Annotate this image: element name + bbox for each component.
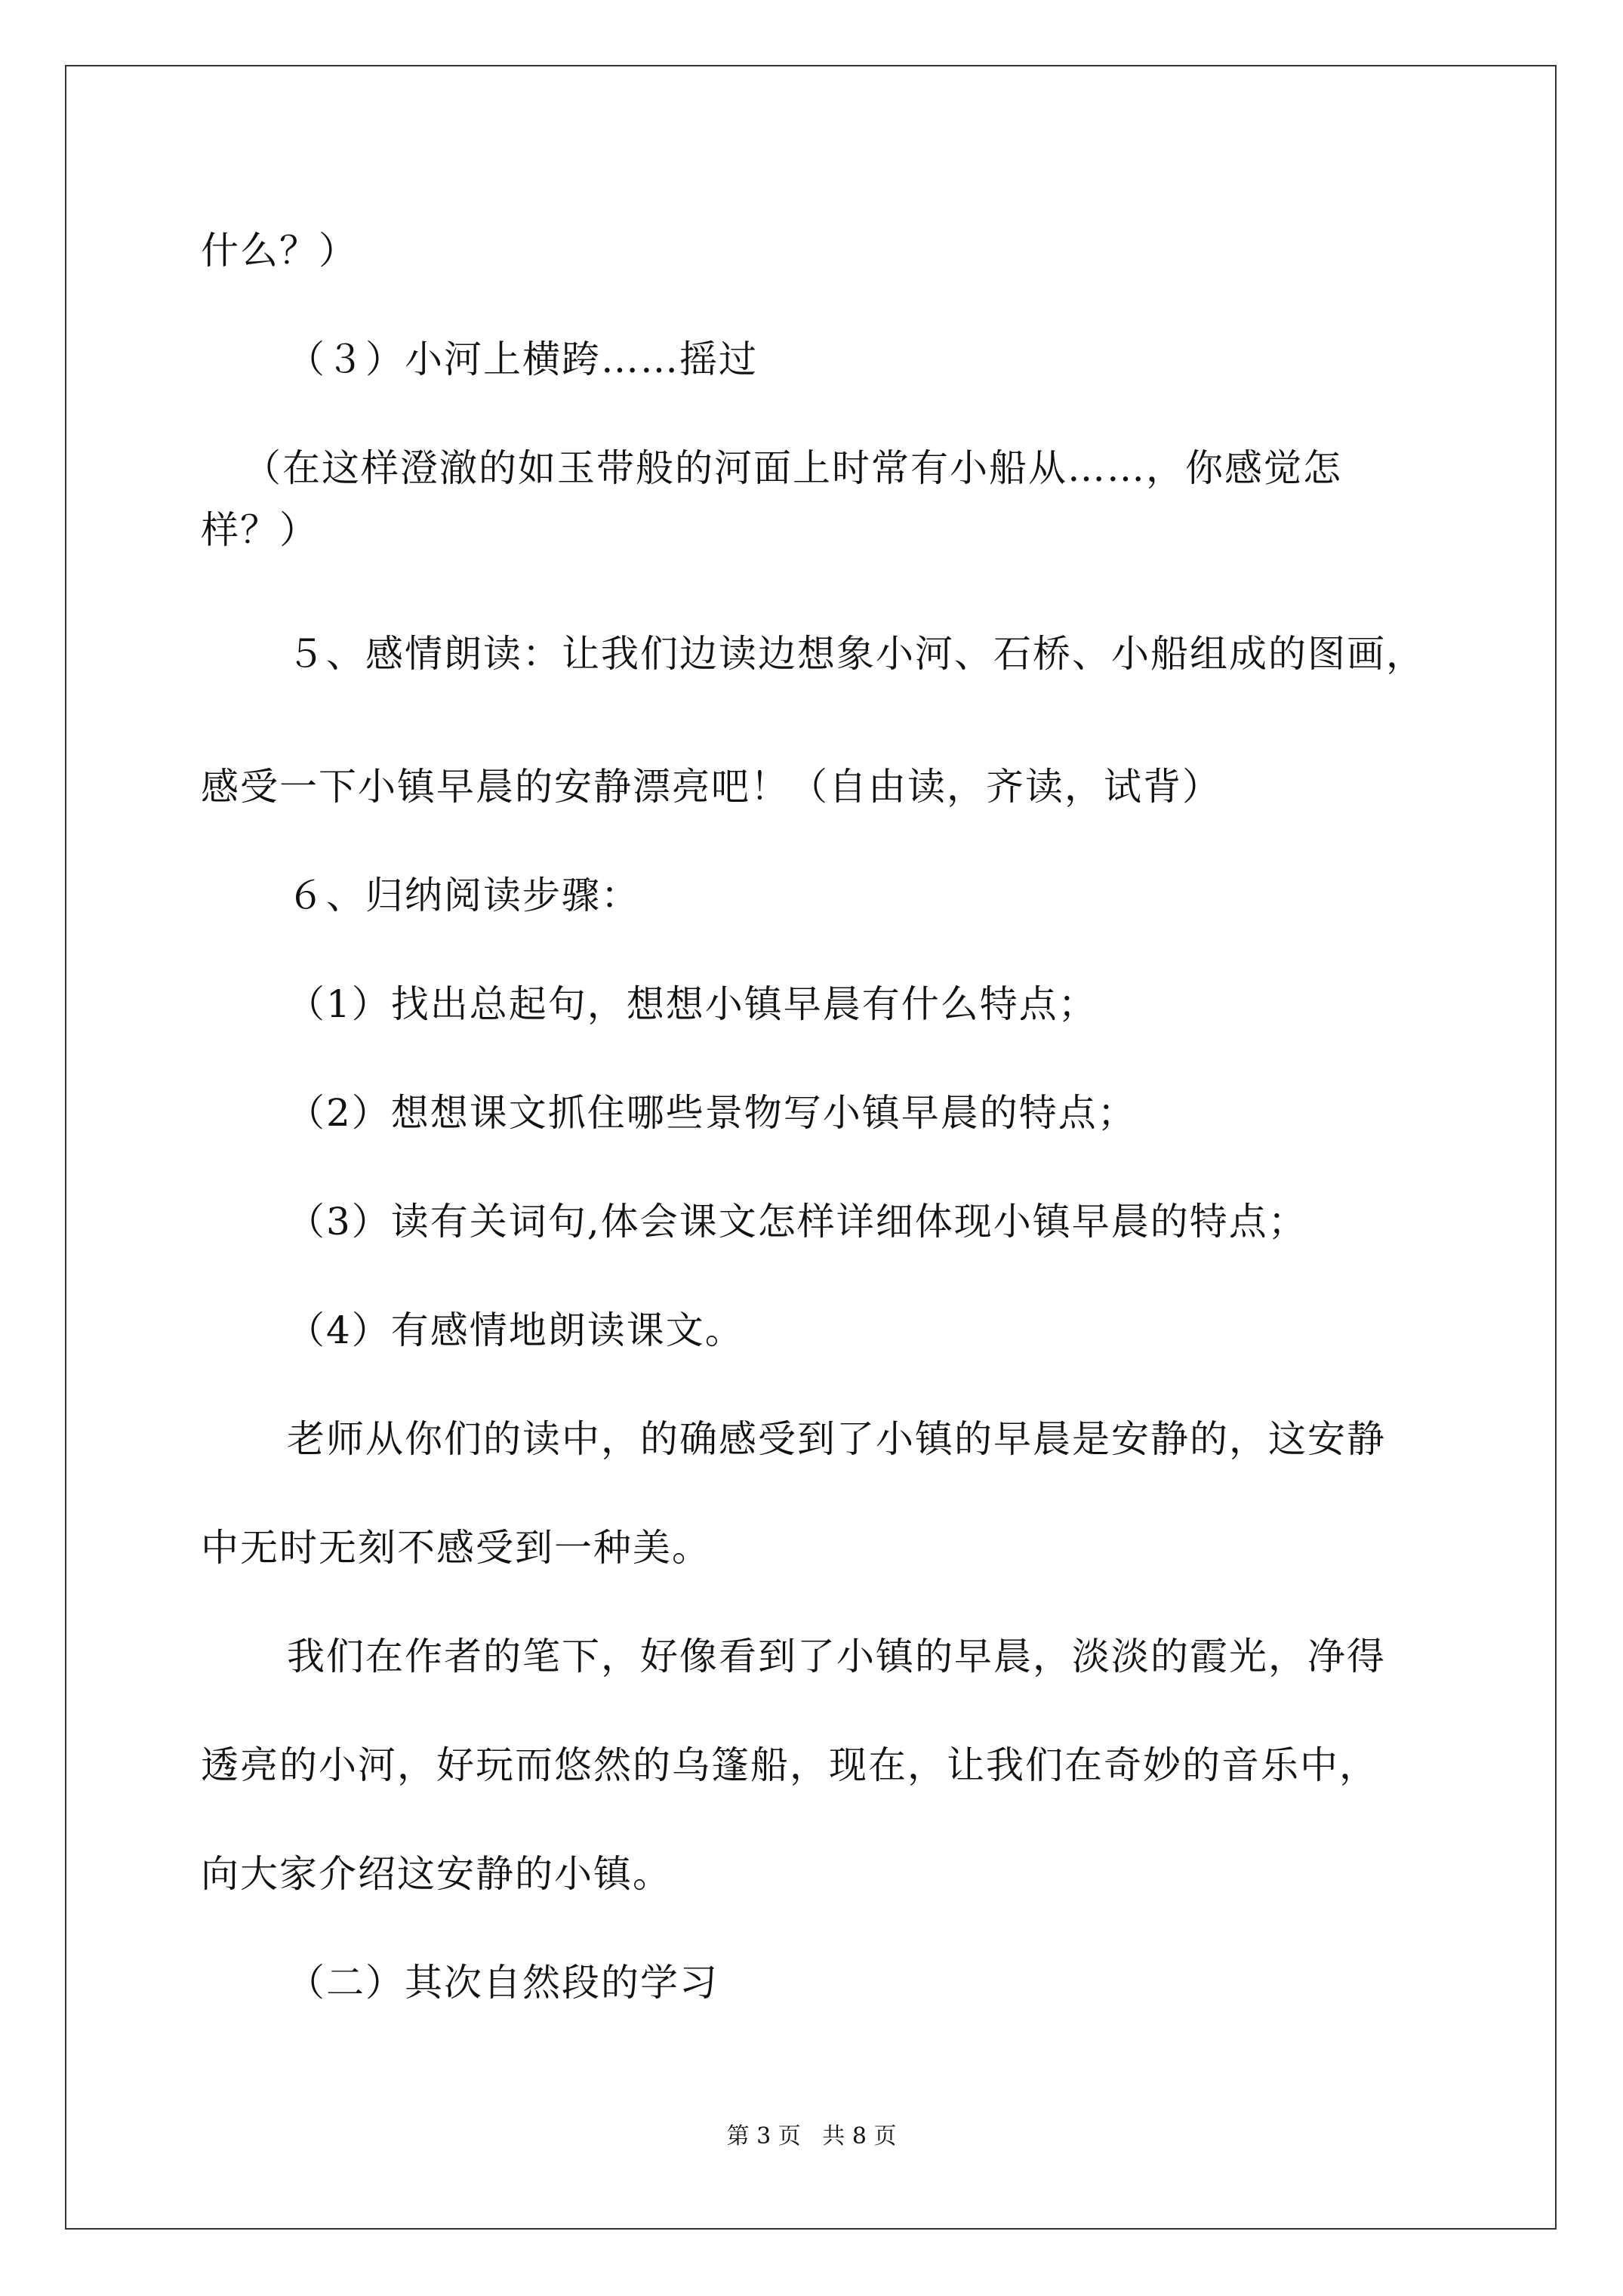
text-line: 什么？） [201, 229, 358, 273]
text-line: （2）想想课文抓住哪些景物写小镇早晨的特点； [287, 1091, 1137, 1135]
text-line: ５、感情朗读：让我们边读边想象小河、石桥、小船组成的图画， [287, 632, 1425, 676]
text-line: 老师从你们的读中，的确感受到了小镇的早晨是安静的，这安静 [287, 1417, 1386, 1461]
text-line: 感受一下小镇早晨的安静漂亮吧！（自由读，齐读，试背） [201, 765, 1221, 809]
page-number-footer: 第 3 页 共 8 页 [726, 2123, 897, 2150]
text-line: （二）其次自然段的学习 [287, 1961, 719, 2005]
text-line: （在这样澄澈的如玉带般的河面上时常有小船从……，你感觉怎 [243, 446, 1342, 490]
text-line: 样？） [201, 508, 319, 552]
text-line: 中无时无刻不感受到一种美。 [201, 1526, 711, 1570]
text-line: （4）有感情地朗读课文。 [287, 1308, 744, 1352]
page-border [65, 65, 1557, 2230]
text-line: 透亮的小河，好玩而悠然的乌篷船，现在，让我们在奇妙的音乐中， [201, 1743, 1378, 1787]
text-line: （3）读有关词句,体会课文怎样详细体现小镇早晨的特点； [287, 1200, 1307, 1244]
text-line: （３）小河上横跨……摇过 [287, 337, 758, 381]
text-line: ６、归纳阅读步骤： [287, 874, 640, 917]
text-line: 我们在作者的笔下，好像看到了小镇的早晨，淡淡的霞光，净得 [287, 1635, 1386, 1678]
text-line: （1）找出总起句，想想小镇早晨有什么特点； [287, 982, 1098, 1026]
text-line: 向大家介绍这安静的小镇。 [201, 1852, 672, 1896]
